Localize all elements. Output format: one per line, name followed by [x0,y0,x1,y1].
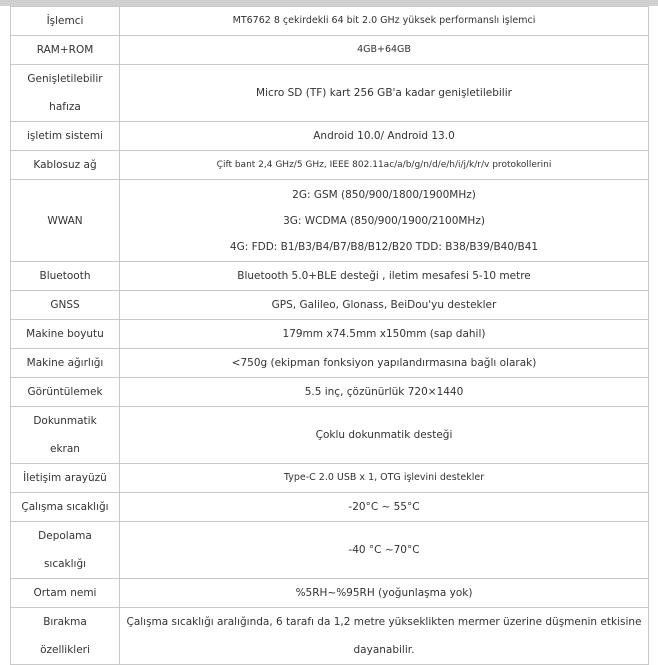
spec-value: <750g (ekipman fonksiyon yapılandırmasına bağlı olarak) [120,349,649,378]
spec-label: Makine ağırlığı [11,349,120,378]
spec-value-line: 3G: WCDMA (850/900/1900/2100MHz) [283,214,485,227]
spec-value: Çift bant 2,4 GHz/5 GHz, IEEE 802.11ac/a/b/g/n/d/e/h/i/j/k/r/v protokollerini [120,151,649,180]
spec-value: 179mm x74.5mm x150mm (sap dahil) [120,320,649,349]
spec-value: 4GB+64GB [120,36,649,65]
spec-label: işletim sistemi [11,122,120,151]
table-row [11,291,649,320]
table-row [11,407,649,464]
spec-label: GNSS [11,291,120,320]
spec-value: -20°C ~ 55°C [120,493,649,522]
spec-label: Çalışma sıcaklığı [11,493,120,522]
spec-label: Ortam nemi [11,579,120,608]
spec-label: Görüntülemek [11,378,120,407]
spec-value [120,180,649,262]
spec-value: 5.5 inç, çözünürlük 720×1440 [120,378,649,407]
table-row [11,36,649,65]
table-row [11,122,649,151]
table-row [11,493,649,522]
spec-value: -40 °C ~70°C [120,522,649,579]
spec-label: İşlemci [11,7,120,36]
spec-label: Bluetooth [11,262,120,291]
table-row [11,608,649,665]
spec-value: MT6762 8 çekirdekli 64 bit 2.0 GHz yüksek performanslı işlemci [120,7,649,36]
table-row [11,65,649,122]
spec-value [120,608,649,665]
spec-label [11,65,120,122]
spec-label: RAM+ROM [11,36,120,65]
table-row [11,378,649,407]
spec-value: Micro SD (TF) kart 256 GB'a kadar genişletilebilir [120,65,649,122]
spec-label: Makine boyutu [11,320,120,349]
spec-value-line: dayanabilir. [353,644,415,656]
table-row [11,262,649,291]
table-row [11,180,649,262]
table-row [11,320,649,349]
table-row [11,151,649,180]
spec-label-line: hafıza [49,101,81,113]
spec-value-line: 4G: FDD: B1/B3/B4/B7/B8/B12/B20 TDD: B38/B39/B40/B41 [229,240,539,253]
table-row [11,7,649,36]
table-row [11,579,649,608]
spec-label: WWAN [11,180,120,262]
spec-value: Bluetooth 5.0+BLE desteği , iletim mesafesi 5-10 metre [120,262,649,291]
spec-label: Depolama sıcaklığı [11,522,120,579]
spec-label: İletişim arayüzü [11,464,120,493]
spec-table [10,6,649,665]
table-row [11,522,649,579]
spec-value-line: Çalışma sıcaklığı aralığında, 6 tarafı da 1,2 metre yükseklikten mermer üzerine düşmenin etkisine [126,616,642,628]
spec-value: Çoklu dokunmatik desteği [120,407,649,464]
spec-label: Kablosuz ağ [11,151,120,180]
spec-label: Dokunmatik ekran [11,407,120,464]
spec-value: GPS, Galileo, Glonass, BeiDou'yu destekler [120,291,649,320]
table-row [11,349,649,378]
spec-value-line: 2G: GSM (850/900/1800/1900MHz) [292,188,476,201]
spec-value: Type-C 2.0 USB x 1, OTG işlevini destekler [120,464,649,493]
spec-label-line: Genişletilebilir [27,73,103,85]
spec-value: %5RH~%95RH (yoğunlaşma yok) [120,579,649,608]
spec-value: Android 10.0/ Android 13.0 [120,122,649,151]
spec-label: Bırakma özellikleri [11,608,120,665]
table-row [11,464,649,493]
